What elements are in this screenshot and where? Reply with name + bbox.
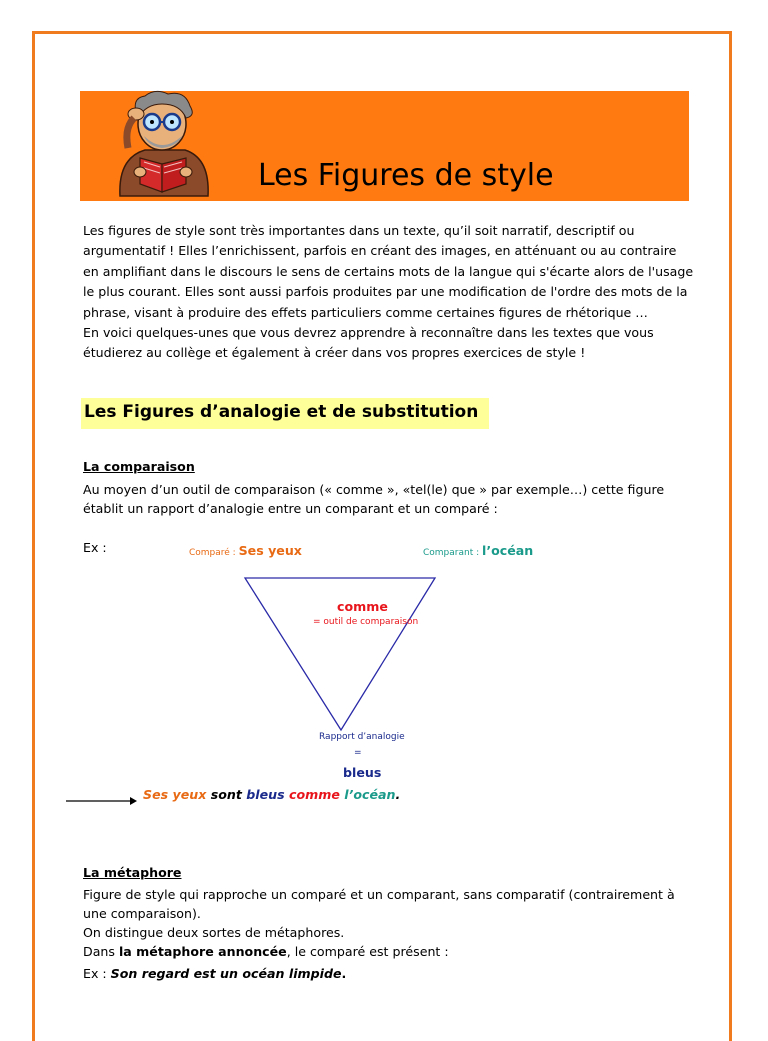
comparaison-text: Au moyen d’un outil de comparaison (« comme », «tel(le) que » par exemple…) cette figure établit un rapport d’analogie entre un comparant et un comparé : [83, 482, 665, 516]
metaphore-annoncee: la métaphore annoncée [118, 944, 287, 959]
metaphore-text [83, 885, 695, 961]
intro-text [83, 221, 695, 364]
sentence-comparant: l’océan [339, 787, 396, 802]
metaphore-heading: La métaphore [83, 865, 182, 880]
metaphore-ex-value: Son regard est un océan limpide [110, 966, 342, 981]
section-heading-text: Les Figures d’analogie et de substitution [84, 402, 479, 422]
sentence-rapport: bleus [246, 787, 285, 802]
metaphore-line-1: Figure de style qui rapproche un comparé et un comparant, sans comparatif (contrairement à une comparaison). [83, 887, 675, 921]
compare-value: Ses yeux [238, 543, 302, 558]
metaphore-ex-label: Ex : [83, 966, 111, 981]
example-sentence [143, 787, 400, 802]
sentence-period: . [395, 787, 401, 802]
metaphore-ex-end: . [341, 966, 347, 981]
metaphore-line-3-post: , le comparé est présent : [286, 944, 449, 959]
arrow-right-icon [66, 795, 138, 807]
intro-paragraph-2: En voici quelques-unes que vous devrez apprendre à reconnaître dans les textes que vous étudierez au collège et également à créer dans vos propres exercices de style ! [83, 325, 654, 361]
tool-label: = outil de comparaison [313, 617, 419, 627]
metaphore-line-3 [83, 942, 695, 961]
sentence-compare: Ses yeux [143, 787, 207, 802]
comparaison-ex-label: Ex : [83, 540, 107, 555]
tool-word: comme [337, 599, 388, 614]
metaphore-line-3-pre: Dans [83, 944, 119, 959]
compare-label: Comparé : [189, 548, 239, 558]
reading-professor-icon [100, 88, 230, 198]
section-heading [81, 398, 489, 429]
rapport-label: Rapport d’analogie [319, 732, 405, 742]
comparant-label: Comparant : [423, 548, 482, 558]
comparaison-heading: La comparaison [83, 459, 195, 474]
rapport-value: bleus [343, 765, 382, 780]
intro-paragraph-1: Les figures de style sont très importantes dans un texte, qu’il soit narratif, descriptif ou argumentatif ! Elles l’enrichissent, parfois en créant des images, en atténuant ou au contraire en amplifiant dans le discours le sens de certains mots de la langue qui s'écarte alors de l'usage le plus courant. Elles sont aussi parfois produites par une modification de l'ordre des mots de la phrase, visant à produire des effets particuliers comme certaines figures de rhétorique … [83, 223, 694, 320]
sentence-tool: comme [284, 787, 340, 802]
rapport-equals: = [354, 748, 362, 758]
page-title: Les Figures de style [258, 158, 554, 193]
comparant-value: l’océan [482, 543, 534, 558]
sentence-verb: sont [206, 787, 247, 802]
metaphore-line-2: On distingue deux sortes de métaphores. [83, 925, 345, 940]
metaphore-example [83, 966, 346, 981]
comparant-label-group [423, 540, 533, 559]
compare-label-group [189, 540, 302, 559]
